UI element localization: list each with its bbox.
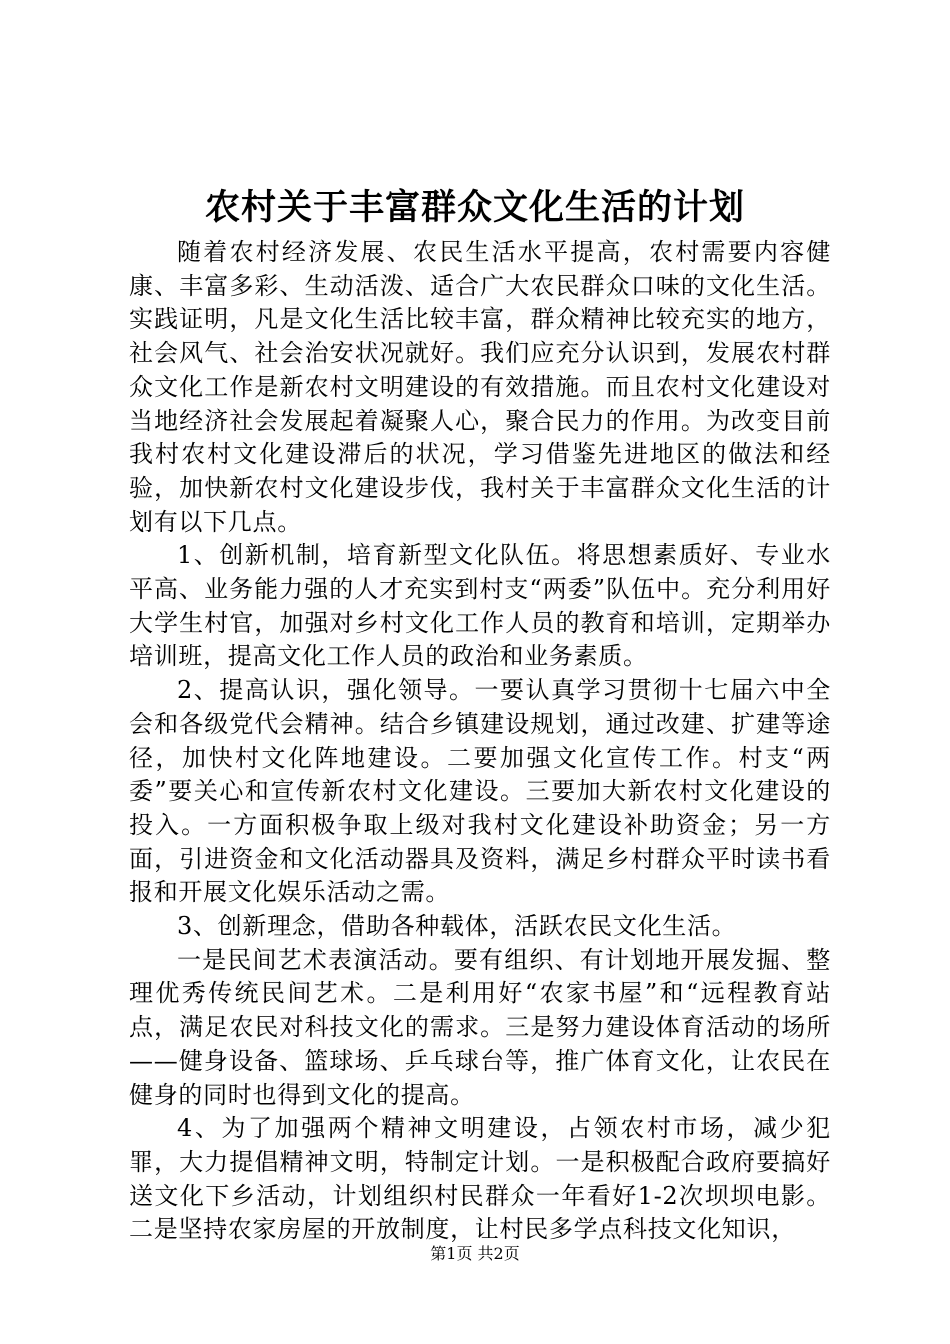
paragraph-item-2: 2、提高认识，强化领导。一要认真学习贯彻十七届六中全会和各级党代会精神。结合乡镇建设规划，通过改建、扩建等途径，加快村文化阵地建设。二要加强文化宣传工作。村支“两委”要关心和宣传新农村文化建设。三要加大新农村文化建设的投入。一方面积极争取上级对我村文化建设补助资金；另一方面，引进资金和文化活动器具及资料，满足乡村群众平时读书看报和开展文化娱乐活动之需。 (129, 676, 831, 907)
paragraph-item-1: 1、创新机制，培育新型文化队伍。将思想素质好、专业水平高、业务能力强的人才充实到村支“两委”队伍中。充分利用好大学生村官，加强对乡村文化工作人员的教育和培训，定期举办培训班，提高文化工作人员的政治和业务素质。 (129, 541, 831, 671)
paragraph-item-4: 4、为了加强两个精神文明建设，占领农村市场，减少犯罪，大力提倡精神文明，特制定计划。一是积极配合政府要搞好送文化下乡活动，计划组织村民群众一年看好1-2次坝坝电影。二是坚持农家房屋的开放制度，让村民多学点科技文化知识， (129, 1114, 831, 1244)
page-number-footer: 第1页 共2页 (430, 1244, 520, 1263)
paragraph-item-3-detail: 一是民间艺术表演活动。要有组织、有计划地开展发掘、整理优秀传统民间艺术。二是利用好“农家书屋”和“远程教育站点，满足农民对科技文化的需求。三是努力建设体育活动的场所——健身设备、篮球场、乒乓球台等，推广体育文化，让农民在健身的同时也得到文化的提高。 (129, 945, 831, 1109)
document-title: 农村关于丰富群众文化生活的计划 (204, 187, 745, 228)
paragraph-intro: 随着农村经济发展、农民生活水平提高，农村需要内容健康、丰富多彩、生动活泼、适合广大农民群众口味的文化生活。实践证明，凡是文化生活比较丰富，群众精神比较充实的地方，社会风气、社会治安状况就好。我们应充分认识到，发展农村群众文化工作是新农村文明建设的有效措施。而且农村文化建设对当地经济社会发展起着凝聚人心，聚合民力的作用。为改变目前我村农村文化建设滞后的状况，学习借鉴先进地区的做法和经验，加快新农村文化建设步伐，我村关于丰富群众文化生活的计划有以下几点。 (129, 238, 831, 536)
paragraph-item-3: 3、创新理念，借助各种载体，活跃农民文化生活。 (177, 912, 737, 941)
document-body (129, 236, 831, 1247)
